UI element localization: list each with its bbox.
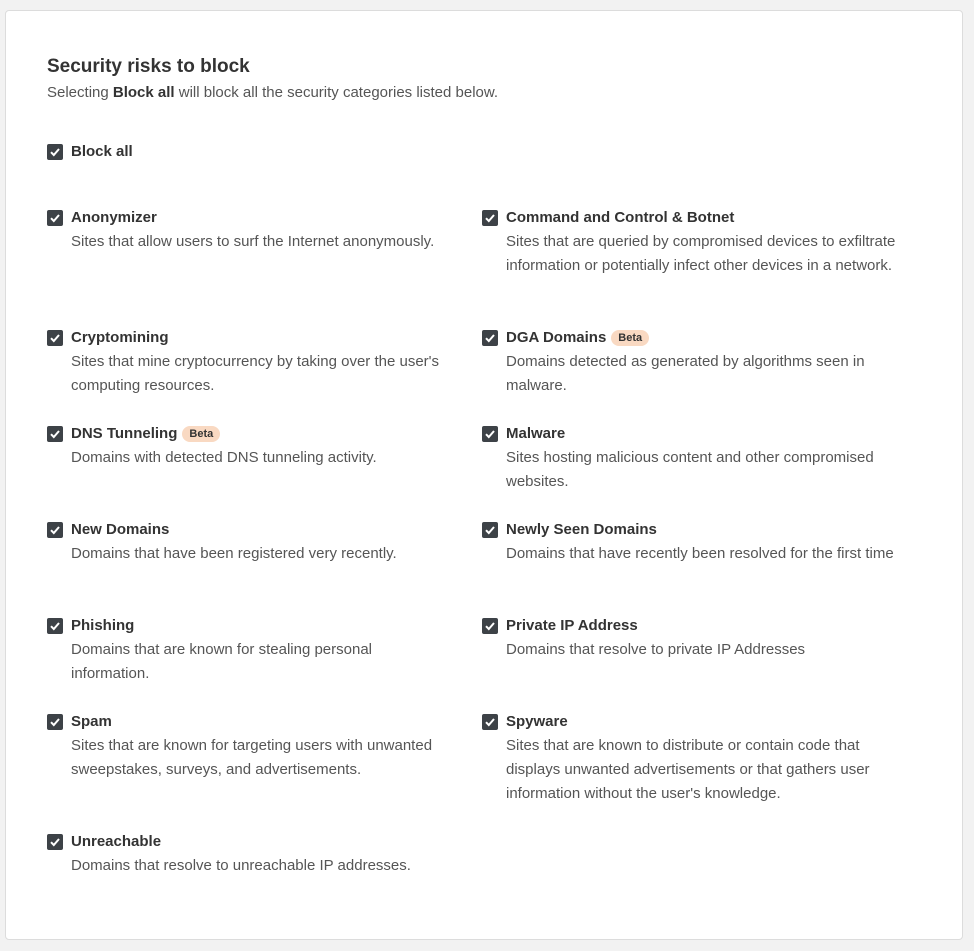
security-risks-card — [5, 10, 963, 940]
category-desc-newly-seen-domains: Domains that have recently been resolved for the first time — [506, 545, 894, 562]
beta-badge: Beta — [182, 426, 220, 442]
category-desc-command-control-botnet: Sites that are queried by compromised devices to exfiltrate information or potentially infect other devices in a network. — [506, 233, 896, 274]
category-title-phishing[interactable]: Phishing — [71, 617, 135, 634]
checkbox-cryptomining[interactable] — [47, 330, 63, 346]
category-title-dns-tunneling[interactable]: DNS Tunneling Beta — [71, 425, 220, 442]
check-icon — [49, 836, 61, 848]
check-icon — [49, 428, 61, 440]
checkbox-anonymizer[interactable] — [47, 210, 63, 226]
category-desc-phishing: Domains that are known for stealing personal information. — [71, 641, 372, 682]
check-icon — [49, 716, 61, 728]
checkbox-malware[interactable] — [482, 426, 498, 442]
category-title-spyware[interactable]: Spyware — [506, 713, 568, 730]
page-title: Security risks to block — [47, 56, 250, 77]
category-title-newly-seen-domains[interactable]: Newly Seen Domains — [506, 521, 657, 538]
checkbox-command-control-botnet[interactable] — [482, 210, 498, 226]
check-icon — [484, 620, 496, 632]
category-desc-malware: Sites hosting malicious content and other compromised websites. — [506, 449, 874, 490]
check-icon — [484, 212, 496, 224]
check-icon — [49, 620, 61, 632]
category-desc-spyware: Sites that are known to distribute or contain code that displays unwanted advertisements or that gathers user information without the user's knowledge. — [506, 737, 870, 802]
check-icon — [49, 524, 61, 536]
check-icon — [484, 716, 496, 728]
checkbox-new-domains[interactable] — [47, 522, 63, 538]
category-title-cryptomining[interactable]: Cryptomining — [71, 329, 169, 346]
check-icon — [484, 428, 496, 440]
category-title-malware[interactable]: Malware — [506, 425, 566, 442]
check-icon — [484, 524, 496, 536]
category-title-new-domains[interactable]: New Domains — [71, 521, 170, 538]
checkbox-newly-seen-domains[interactable] — [482, 522, 498, 538]
category-desc-dns-tunneling: Domains with detected DNS tunneling activity. — [71, 449, 377, 466]
category-title-spam[interactable]: Spam — [71, 713, 112, 730]
check-icon — [49, 332, 61, 344]
category-desc-new-domains: Domains that have been registered very recently. — [71, 545, 397, 562]
category-desc-unreachable: Domains that resolve to unreachable IP addresses. — [71, 857, 411, 874]
checkbox-phishing[interactable] — [47, 618, 63, 634]
category-desc-anonymizer: Sites that allow users to surf the Internet anonymously. — [71, 233, 435, 250]
checkbox-dga-domains[interactable] — [482, 330, 498, 346]
beta-badge: Beta — [611, 330, 649, 346]
category-desc-cryptomining: Sites that mine cryptocurrency by taking over the user's computing resources. — [71, 353, 440, 394]
category-desc-private-ip-address: Domains that resolve to private IP Addresses — [506, 641, 806, 658]
category-title-dga-domains[interactable]: DGA Domains Beta — [506, 329, 649, 346]
category-title-private-ip-address[interactable]: Private IP Address — [506, 617, 638, 634]
check-icon — [49, 212, 61, 224]
block-all-checkbox[interactable] — [47, 144, 63, 160]
category-title-anonymizer[interactable]: Anonymizer — [71, 209, 157, 226]
subtitle-bold: Block all — [112, 84, 175, 101]
category-title-unreachable[interactable]: Unreachable — [71, 833, 162, 850]
checkbox-spyware[interactable] — [482, 714, 498, 730]
category-desc-spam: Sites that are known for targeting users with unwanted sweepstakes, surveys, and advertisements. — [71, 737, 433, 778]
page-subtitle: Selecting Block all will block all the security categories listed below. — [47, 84, 499, 101]
checkbox-private-ip-address[interactable] — [482, 618, 498, 634]
checkbox-dns-tunneling[interactable] — [47, 426, 63, 442]
check-icon — [49, 146, 61, 158]
category-desc-dga-domains: Domains detected as generated by algorithms seen in malware. — [506, 353, 865, 394]
checkbox-spam[interactable] — [47, 714, 63, 730]
block-all-label[interactable]: Block all — [71, 143, 133, 160]
check-icon — [484, 332, 496, 344]
category-title-command-control-botnet[interactable]: Command and Control & Botnet — [506, 209, 735, 226]
checkbox-unreachable[interactable] — [47, 834, 63, 850]
